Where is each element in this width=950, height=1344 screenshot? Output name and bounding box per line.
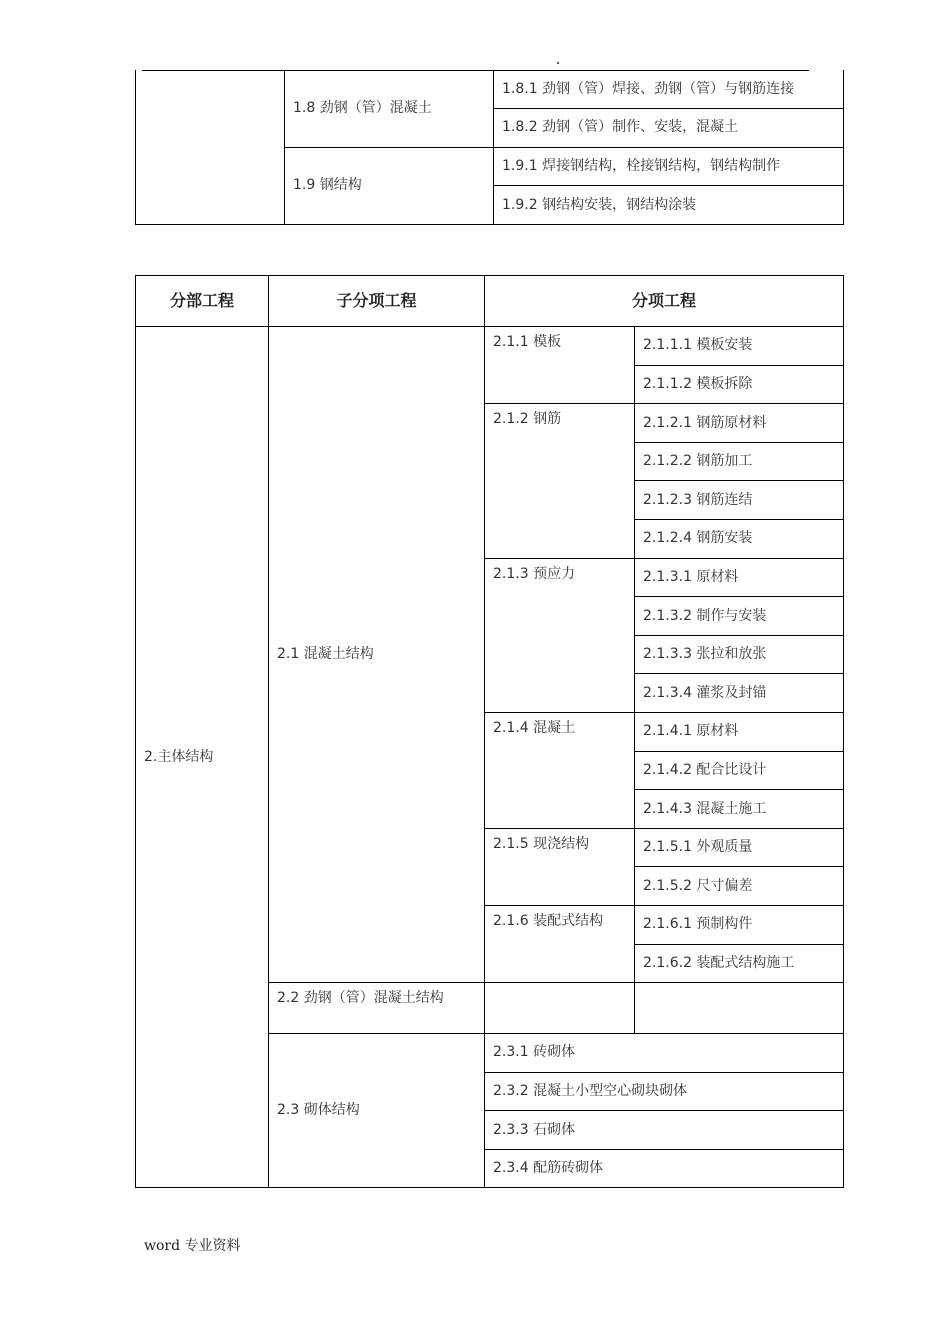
item-cell: 2.1.2.2 钢筋加工 <box>635 442 844 481</box>
item-cell: 2.1.4.2 配合比设计 <box>635 751 844 790</box>
item-cell: 2.3.2 混凝土小型空心砌块砌体 <box>485 1072 844 1111</box>
item-cell: 2.1.2.1 钢筋原材料 <box>635 404 844 443</box>
item-cell: 2.1.4.1 原材料 <box>635 712 844 751</box>
item-cell: 1.9.1 焊接钢结构，栓接钢结构，钢结构制作 <box>494 147 844 186</box>
group-label: 2.1.5 现浇结构 <box>485 828 635 905</box>
division-cell <box>136 70 285 224</box>
item-cell: 2.1.3.4 灌浆及封锚 <box>635 674 844 713</box>
item-cell: 2.1.1.1 模板安装 <box>635 327 844 366</box>
item-cell: 2.3.4 配筋砖砌体 <box>485 1149 844 1188</box>
group-label: 2.1.4 混凝土 <box>485 712 635 828</box>
group-label: 2.1.3 预应力 <box>485 558 635 712</box>
item-cell: 2.1.3.2 制作与安装 <box>635 597 844 636</box>
item-cell: 2.3.3 石砌体 <box>485 1111 844 1150</box>
item-cell: 2.1.4.3 混凝土施工 <box>635 790 844 829</box>
item-cell: 2.1.3.3 张拉和放张 <box>635 635 844 674</box>
item-cell: 1.8.2 劲钢（管）制作、安装，混凝土 <box>494 109 844 148</box>
structure-table <box>135 275 844 1188</box>
table-header-row <box>136 276 844 327</box>
item-cell: 1.9.2 钢结构安装，钢结构涂装 <box>494 186 844 225</box>
item-cell: 2.1.6.1 预制构件 <box>635 905 844 944</box>
page-footer: word 专业资料 <box>144 1238 241 1254</box>
sub-item-cell: 2.2 劲钢（管）混凝土结构 <box>269 983 485 1034</box>
item-cell: 1.8.1 劲钢（管）焊接、劲钢（管）与钢筋连接 <box>494 70 844 109</box>
group-label: 2.1.1 模板 <box>485 327 635 404</box>
table-row <box>136 70 844 109</box>
item-cell: 2.1.2.4 钢筋安装 <box>635 519 844 558</box>
table-continued <box>135 70 844 225</box>
table-row <box>136 327 844 366</box>
item-cell: 2.1.5.1 外观质量 <box>635 828 844 867</box>
division-cell: 2.主体结构 <box>136 327 269 1188</box>
group-label: 2.1.2 钢筋 <box>485 404 635 558</box>
header-division: 分部工程 <box>136 276 269 327</box>
header-sub-item: 子分项工程 <box>269 276 485 327</box>
item-cell: 2.3.1 砖砌体 <box>485 1034 844 1073</box>
item-cell: 2.1.6.2 装配式结构施工 <box>635 944 844 983</box>
sub-item-cell: 2.1 混凝土结构 <box>269 327 485 983</box>
empty-cell <box>635 983 844 1034</box>
sub-item-cell: 1.8 劲钢（管）混凝土 <box>285 70 494 147</box>
empty-cell <box>485 983 635 1034</box>
sub-item-cell: 1.9 钢结构 <box>285 147 494 224</box>
item-cell: 2.1.5.2 尺寸偏差 <box>635 867 844 906</box>
item-cell: 2.1.3.1 原材料 <box>635 558 844 597</box>
item-cell: 2.1.1.2 模板拆除 <box>635 365 844 404</box>
item-cell: 2.1.2.3 钢筋连结 <box>635 481 844 520</box>
group-label: 2.1.6 装配式结构 <box>485 905 635 982</box>
header-item: 分项工程 <box>485 276 844 327</box>
page-mark <box>557 62 559 64</box>
sub-item-cell: 2.3 砌体结构 <box>269 1034 485 1188</box>
